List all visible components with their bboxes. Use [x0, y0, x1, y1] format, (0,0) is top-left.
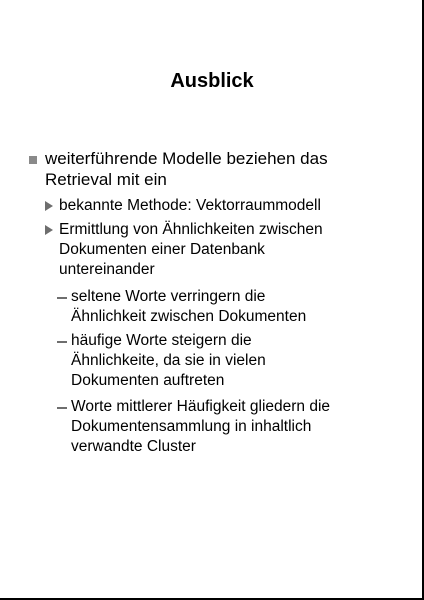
bullet-line: Worte mittlerer Häufigkeit gliedern die: [71, 398, 331, 415]
bullet-item-level3: [57, 287, 397, 327]
bullet-item-level2: [45, 196, 390, 216]
bullet-text: [45, 196, 390, 216]
bullet-text: [29, 148, 399, 190]
bullet-text: [57, 397, 397, 457]
bullet-line: Dokumenten auftreten: [71, 372, 225, 389]
triangle-bullet-icon: [45, 225, 53, 235]
bullet-line: weiterführende Modelle beziehen das: [45, 149, 328, 168]
bullet-line: Ähnlichkeite, da sie in vielen: [71, 352, 266, 369]
bullet-text: [57, 331, 397, 391]
bullet-item-level3: [57, 397, 397, 457]
bullet-line: verwandte Cluster: [71, 438, 196, 455]
triangle-bullet-icon: [45, 201, 53, 211]
bullet-line: bekannte Methode: Vektorraummodell: [59, 197, 321, 214]
dash-bullet-icon: [57, 341, 67, 343]
square-bullet-icon: [29, 156, 37, 164]
bullet-line: untereinander: [59, 261, 155, 278]
bullet-line: Retrieval mit ein: [45, 170, 167, 189]
dash-bullet-icon: [57, 297, 67, 299]
bullet-item-level1: [29, 148, 399, 190]
dash-bullet-icon: [57, 407, 67, 409]
slide-title: Ausblick: [170, 70, 254, 92]
bullet-text: [45, 220, 390, 280]
bullet-line: häufige Worte steigern die: [71, 332, 252, 349]
bullet-text: [57, 287, 397, 327]
bullet-line: Dokumenten einer Datenbank: [59, 241, 265, 258]
bullet-line: seltene Worte verringern die: [71, 288, 266, 305]
bullet-line: Ähnlichkeit zwischen Dokumenten: [71, 308, 307, 325]
bullet-line: Dokumentensammlung in inhaltlich: [71, 418, 312, 435]
bullet-item-level3: [57, 331, 397, 391]
bullet-line: Ermittlung von Ähnlichkeiten zwischen: [59, 221, 323, 238]
bullet-item-level2: [45, 220, 390, 280]
